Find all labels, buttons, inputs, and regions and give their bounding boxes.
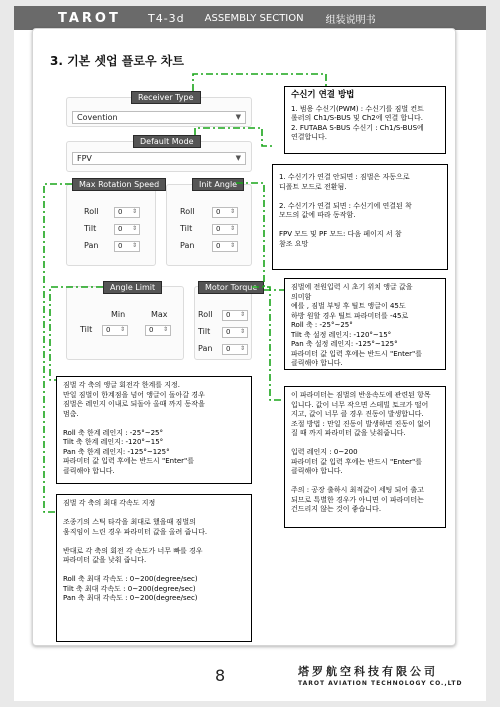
angle-limit-note-line: 짐벌 각 축의 앵글 회전각 한계를 지정. <box>63 381 181 389</box>
receiver-note-line: 1. 범용 수신기(PWM) : 수신기를 짐벌 컨트 <box>291 104 424 113</box>
mode-note-line: 모드의 값에 따라 동작함. <box>279 211 356 219</box>
max-rotation-note-line: 반대로 각 축의 회전 각 속도가 너무 빠를 경우 <box>63 546 203 555</box>
angle-limit-min-label: Min <box>111 310 126 319</box>
init-angle-tilt-label: Tilt <box>180 224 193 233</box>
chevron-down-icon: ▼ <box>235 113 241 121</box>
motor-torque-roll-value: 0 <box>226 311 231 319</box>
angle-limit-tilt-label: Tilt <box>80 325 93 334</box>
init-angle-roll-label: Roll <box>180 207 195 216</box>
motor-torque-pan-label: Pan <box>198 344 213 353</box>
angle-limit-note-line: 클릭해야 합니다. <box>63 466 115 475</box>
spinner-icon: ⇕ <box>229 225 235 232</box>
chevron-down-icon: ▼ <box>235 154 241 162</box>
max-rotation-note-line: Tilt 축 최대 각속도 : 0~200(degree/sec) <box>63 584 196 593</box>
spinner-icon: ⇕ <box>162 326 168 333</box>
angle-limit-max-label: Max <box>151 310 168 319</box>
init-angle-note-line: 예를 , 짐벌 부팅 후 틸트 앵글이 45도 <box>291 302 406 310</box>
brand-logo: TAROT <box>58 10 121 26</box>
company-name-en: TAROT AVIATION TECHNOLOGY CO.,LTD <box>298 680 463 687</box>
init-angle-roll-input[interactable] <box>212 207 238 218</box>
max-rotation-note-line: 파라미터 값을 낮춰 줍니다. <box>63 556 147 564</box>
spinner-icon: ⇕ <box>229 242 235 249</box>
motor-torque-note-line <box>291 477 439 487</box>
init-angle-label: Init Angle <box>192 178 244 191</box>
mode-note-line: 참조 요망 <box>279 239 309 248</box>
max-rotation-note-line: 움직임이 느린 경우 파라미터 값을 올려 줍니다. <box>63 527 208 536</box>
receiver-type-select[interactable] <box>72 111 246 124</box>
max-rotation-roll-value: 0 <box>118 208 123 216</box>
angle-limit-max-input[interactable] <box>145 325 171 336</box>
angle-limit-note <box>56 376 252 484</box>
spinner-icon: ⇕ <box>119 326 125 333</box>
max-rotation-pan-input[interactable] <box>114 241 140 252</box>
motor-torque-tilt-value: 0 <box>226 328 231 336</box>
motor-torque-note-line <box>291 439 439 449</box>
section-title-cn: 组装说明书 <box>325 14 376 26</box>
init-angle-note-line: 클릭해야 합니다. <box>291 359 343 367</box>
default-mode-value: FPV <box>77 154 92 163</box>
spinner-icon: ⇕ <box>239 311 245 318</box>
spinner-icon: ⇕ <box>131 242 137 249</box>
motor-torque-label: Motor Torque <box>198 281 264 294</box>
init-angle-note-line: Roll 축 : -25°~25° <box>291 321 353 329</box>
spinner-icon: ⇕ <box>229 208 235 215</box>
angle-limit-note-line: Pan 축 한계 레인지: -125°~125° <box>63 447 170 456</box>
init-angle-note-line: Tilt 축 설정 레인지: -120°~15° <box>291 330 392 339</box>
default-mode-select[interactable] <box>72 152 246 165</box>
max-rotation-note-line: 조종기의 스틱 타각을 최대로 했을때 짐벌의 <box>63 518 196 526</box>
angle-limit-max-value: 0 <box>149 326 154 334</box>
motor-torque-roll-label: Roll <box>198 310 213 319</box>
max-rotation-roll-label: Roll <box>84 207 99 216</box>
motor-torque-note-line: 되므로 특별한 경우가 아니면 이 파라미터는 <box>291 495 424 504</box>
angle-limit-note-line: 만일 짐벌이 한계점을 넘어 앵글이 돌아갈 경우 <box>63 390 205 399</box>
motor-torque-pan-value: 0 <box>226 345 231 353</box>
default-mode-label: Default Mode <box>133 135 201 148</box>
mode-note-line: 1. 수신기가 연결 안되면 : 짐벌은 자동으로 <box>279 173 410 181</box>
angle-limit-note-line: 멈춤. <box>63 409 79 418</box>
angle-limit-note-line: 짐벌은 레인지 이내로 되돌아 올때 까지 동작을 <box>63 400 205 408</box>
motor-torque-note-line: 파라미터 값 입력 후에는 반드시 "Enter"를 <box>291 457 423 466</box>
max-rotation-roll-input[interactable] <box>114 207 140 218</box>
angle-limit-min-value: 0 <box>106 326 111 334</box>
page-title: 3. 기본 셋업 플로우 차트 <box>50 54 184 68</box>
receiver-note-title: 수신기 연결 방법 <box>291 90 355 100</box>
motor-torque-note-line: 클릭해야 합니다. <box>291 467 343 475</box>
motor-torque-note-line: 입니다. 값이 너무 작으면 스테빌 토크가 떨어 <box>291 400 429 409</box>
max-rotation-tilt-input[interactable] <box>114 224 140 235</box>
mode-note <box>272 164 448 270</box>
init-angle-tilt-value: 0 <box>216 225 221 233</box>
motor-torque-tilt-input[interactable] <box>222 327 248 338</box>
max-rotation-pan-value: 0 <box>118 242 123 250</box>
receiver-type-label: Receiver Type <box>131 91 201 104</box>
angle-limit-min-input[interactable] <box>102 325 128 336</box>
max-rotation-note <box>56 494 252 642</box>
angle-limit-label: Angle Limit <box>103 281 162 294</box>
init-angle-note <box>284 278 446 370</box>
init-angle-note-line: 하방 원할 경우 틸트 파라미터를 -45로 <box>291 311 409 320</box>
mode-note-line <box>279 192 441 202</box>
motor-torque-tilt-label: Tilt <box>198 327 211 336</box>
mode-note-line: FPV 모드 및 PF 모드: 다음 페이지 서 참 <box>279 230 402 238</box>
max-rotation-tilt-value: 0 <box>118 225 123 233</box>
spinner-icon: ⇕ <box>239 328 245 335</box>
init-angle-pan-value: 0 <box>216 242 221 250</box>
angle-limit-note-line: Roll 축 한계 레인지 : -25°~25° <box>63 428 163 437</box>
angle-limit-note-line: 파라미터 값 입력 후에는 반드시 "Enter"를 <box>63 457 195 465</box>
init-angle-tilt-input[interactable] <box>212 224 238 235</box>
motor-torque-note-line: 건드리지 않는 것이 좋습니다. <box>291 505 382 513</box>
motor-torque-roll-input[interactable] <box>222 310 248 321</box>
receiver-note-line: 2. FUTABA S-BUS 수신기 : Ch1/S-BUS에 <box>291 123 424 132</box>
model-name: T4-3d <box>148 11 185 25</box>
init-angle-pan-input[interactable] <box>212 241 238 252</box>
max-rotation-tilt-label: Tilt <box>84 224 97 233</box>
receiver-note-line: 연결합니다. <box>291 133 328 141</box>
mode-note-line <box>279 221 441 231</box>
motor-torque-note-line: 조절 방법 : 만일 진동이 발생하면 진동이 없어 <box>291 419 431 428</box>
max-rotation-note-line: Roll 축 최대 각속도 : 0~200(degree/sec) <box>63 575 198 583</box>
receiver-note-line: 롤러의 Ch1/S-BUS 및 Ch2에 연결 합니다. <box>291 114 423 122</box>
company-name-cn: 塔罗航空科技有限公司 <box>298 665 438 678</box>
motor-torque-note-line: 주의 : 공장 출하시 최적값이 세팅 되어 출고 <box>291 486 424 494</box>
max-rotation-note-line <box>63 566 245 576</box>
angle-limit-note-line: Tilt 축 한계 레인지: -120°~15° <box>63 438 164 446</box>
spinner-icon: ⇕ <box>131 225 137 232</box>
init-angle-roll-value: 0 <box>216 208 221 216</box>
mode-note-line: 2. 수신기가 연결 되면 : 수신기에 연결된 착 <box>279 201 412 210</box>
motor-torque-pan-input[interactable] <box>222 344 248 355</box>
spinner-icon: ⇕ <box>131 208 137 215</box>
page-number: 8 <box>215 666 226 685</box>
max-rotation-note-line <box>63 509 245 519</box>
init-angle-note-line: 의미함 <box>291 292 312 301</box>
motor-torque-note-line: 질 때 까지 파라미터 값을 낮춰줍니다. <box>291 429 406 437</box>
max-rotation-panel <box>66 184 156 266</box>
motor-torque-note-line: 입력 레인지 : 0~200 <box>291 448 358 456</box>
section-title: ASSEMBLY SECTION <box>204 12 304 24</box>
mode-note-line: 디폴트 모드로 전환됨. <box>279 182 347 191</box>
max-rotation-note-line <box>63 537 245 547</box>
motor-torque-note-line: 이 파라미터는 짐벌의 반응속도에 관련된 항목 <box>291 391 431 399</box>
init-angle-panel <box>166 184 252 266</box>
max-rotation-pan-label: Pan <box>84 241 99 250</box>
receiver-note <box>284 86 446 154</box>
init-angle-note-line: 짐벌에 전원입력 시 초기 위치 앵글 값을 <box>291 283 413 291</box>
max-rotation-note-line: Pan 축 최대 각속도 : 0~200(degree/sec) <box>63 594 198 602</box>
page-header <box>14 6 486 30</box>
angle-limit-note-line <box>63 419 245 429</box>
init-angle-note-line: Pan 축 설정 레인지: -125°~125° <box>291 340 398 348</box>
max-rotation-label: Max Rotation Speed <box>72 178 166 191</box>
angle-limit-panel <box>66 286 184 360</box>
motor-torque-note <box>284 386 446 528</box>
init-angle-note-line: 파라미터 값 입력 후에는 반드시 "Enter"를 <box>291 349 423 358</box>
receiver-type-value: Covention <box>77 113 118 122</box>
motor-torque-note-line: 지고, 값이 너무 클 경우 진동이 발생합니다. <box>291 410 424 418</box>
spinner-icon: ⇕ <box>239 345 245 352</box>
init-angle-pan-label: Pan <box>180 241 195 250</box>
max-rotation-note-line: 짐벌 각 축의 최대 각속도 지정 <box>63 499 156 507</box>
